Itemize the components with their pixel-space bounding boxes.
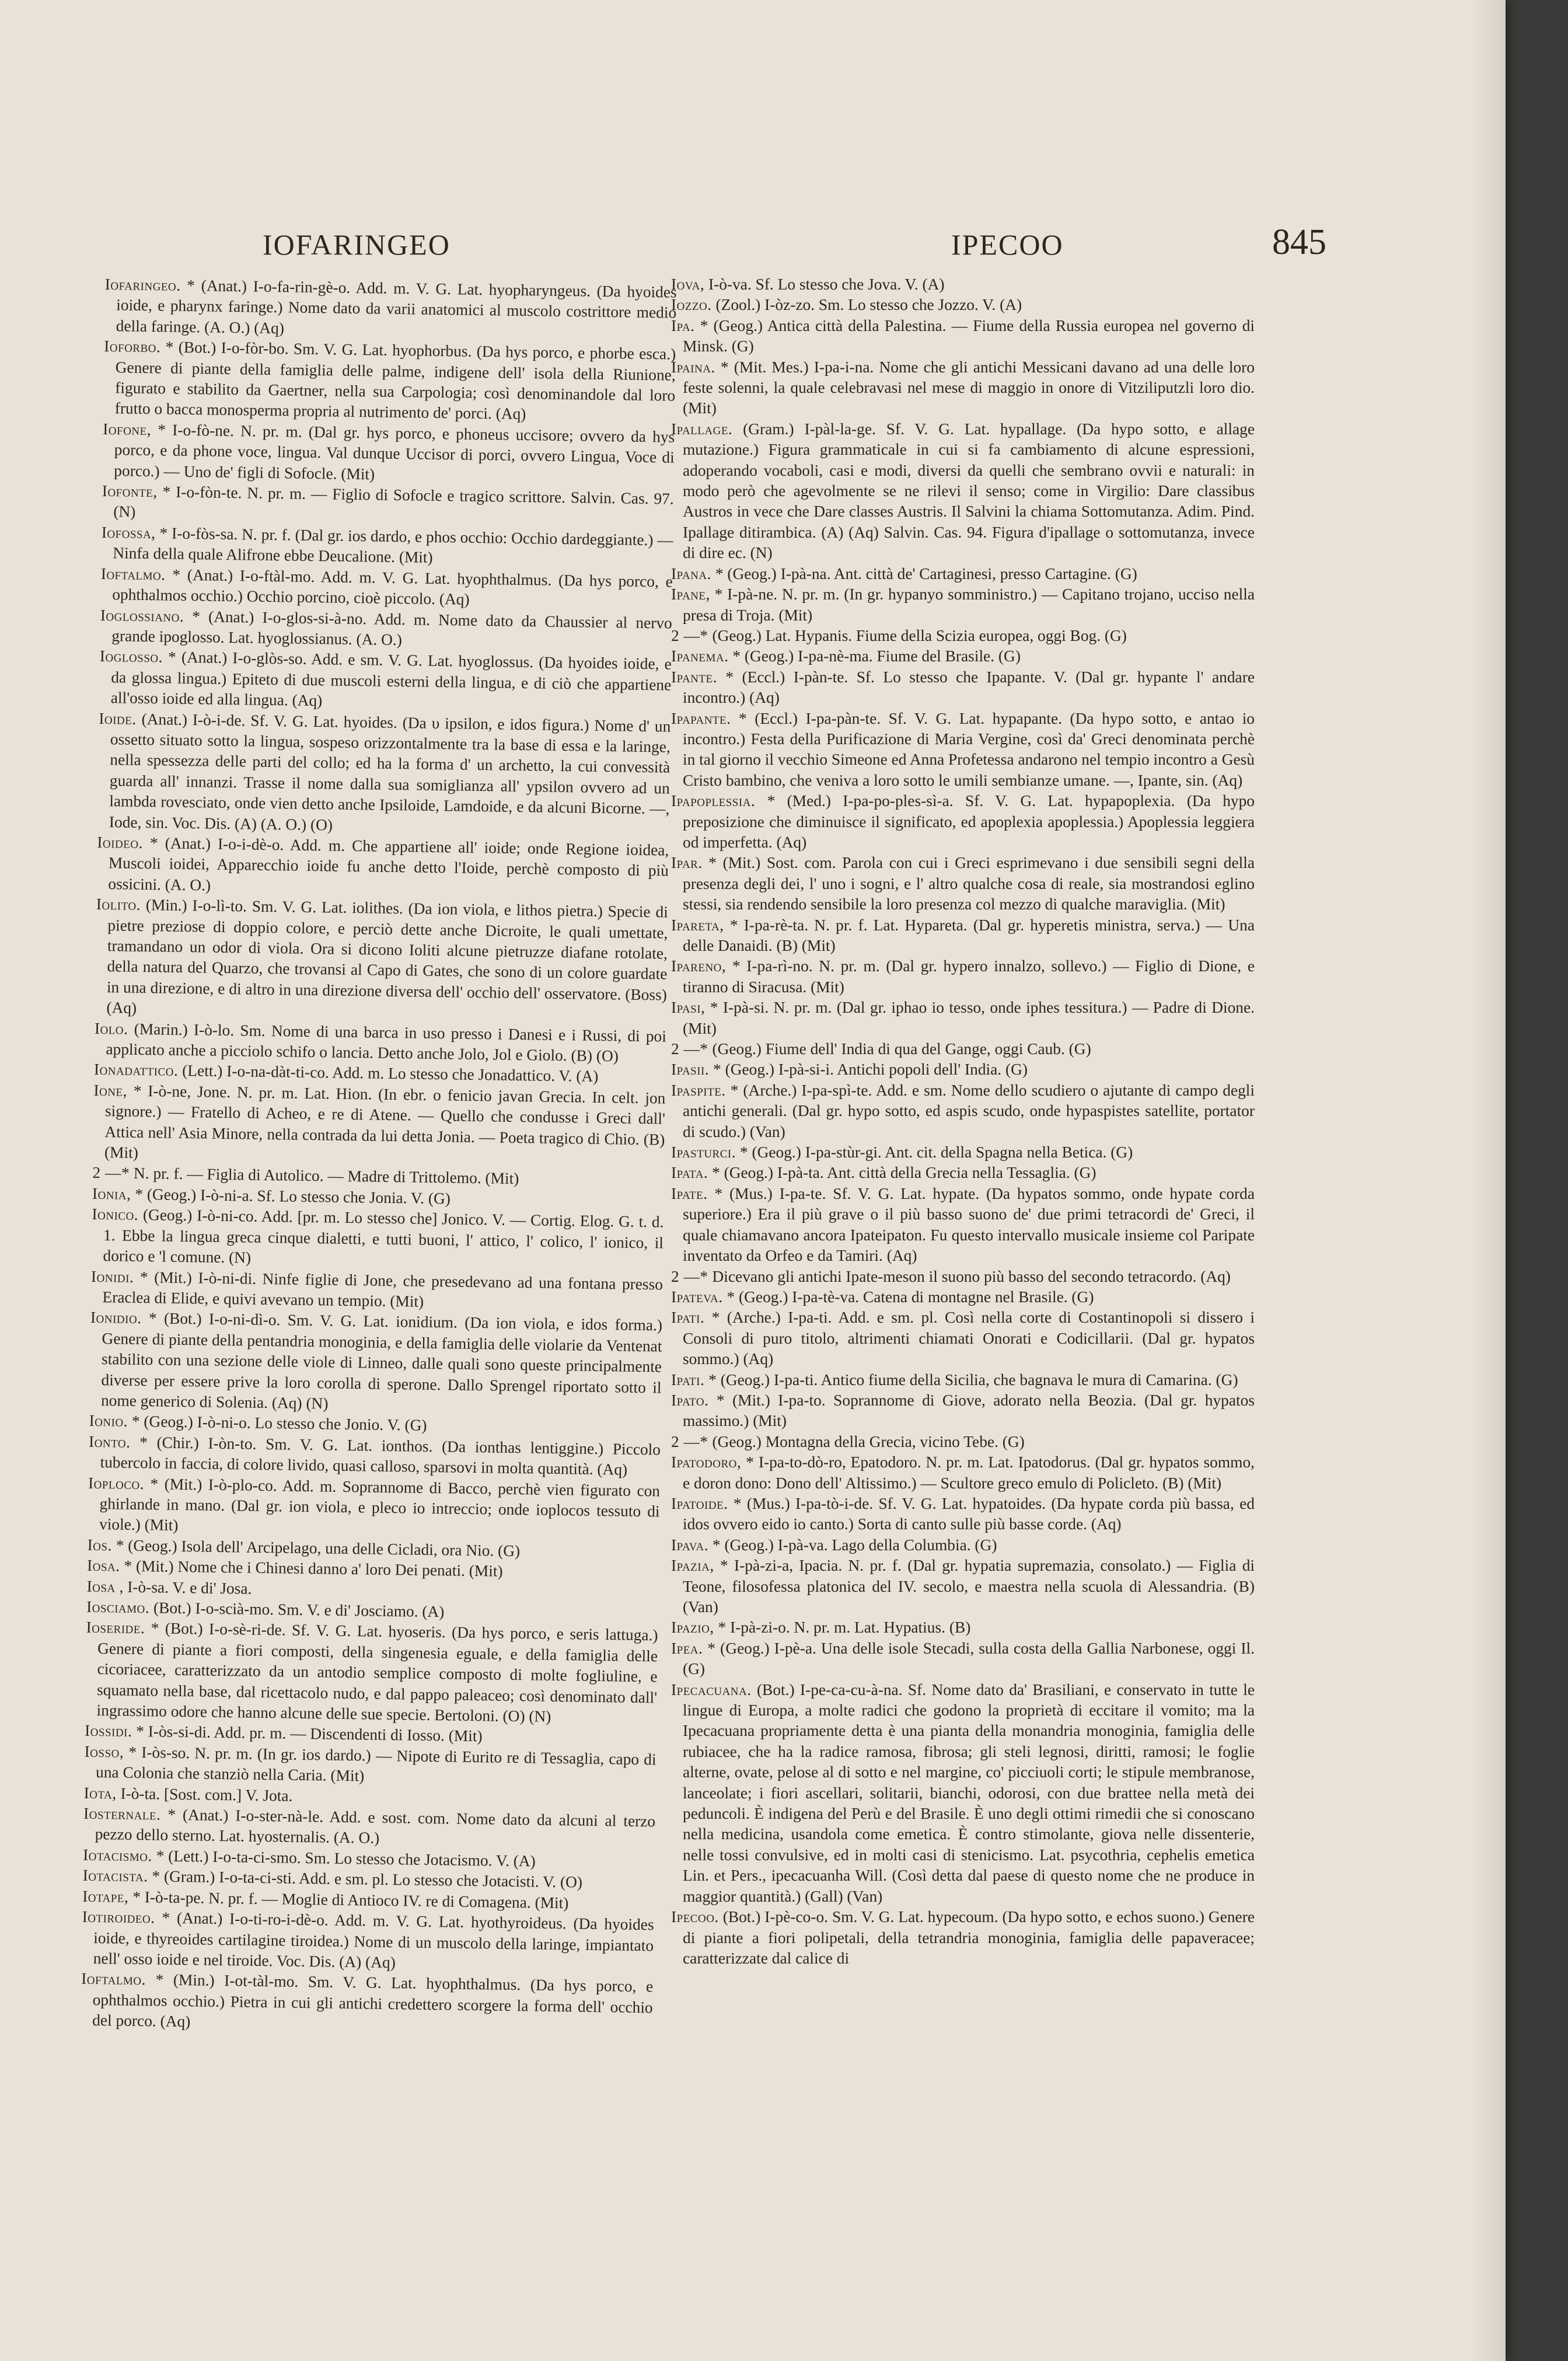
entry-definition: * (Geog.) I-pà-na. Ant. città de' Cartaginesi, presso Cartagine. (G) [711, 564, 1137, 583]
entry-headword: Ipazio, [671, 1619, 714, 1637]
entry-definition: * (Geog.) I-ò-ni-a. Sf. Lo stesso che Jonia. V. (G) [131, 1185, 451, 1208]
entry-definition: * (Mit.) I-ò-ni-di. Ninfe figlie di Jone, che presedevano ad una fontana presso Eraclea di Elide, e quivi avevano un tempio. (Mit) [102, 1268, 663, 1310]
entry-definition: * (Anat.) I-o-glòs-so. Add. e sm. V. G. Lat. hyoglossus. (Da hyoides ioide, e da glossa lingua.) Epiteto di due muscoli esterni della lingua, e di ciò che appartiene all'osso ioide ed alla lingua. (Aq) [110, 648, 672, 710]
entry-headword: 2 —* [671, 626, 708, 644]
entry-definition: * I-pa-to-dò-ro, Epatodoro. N. pr. m. Lat. Ipatodorus. (Dal gr. hypatos sommo, e doron dono: Dono dell' Altissimo.) — Scultore greco emulo di Policleto. (B) (Mit) [683, 1453, 1255, 1492]
dictionary-entry [104, 274, 677, 344]
entry-headword: Iosa [86, 1577, 116, 1596]
dictionary-entry [96, 832, 669, 902]
entry-definition: * (Mit.) Sost. com. Parola con cui i Greci esprimevano i due sensibili segni della presenza degli dei, l' uno i sogni, e l' altro qualche cosa di reale, sia mostrandosi eglino stessi, sia rendendo sensibile la loro presenza col mezzo di qualche maraviglia. (Mit) [683, 854, 1255, 913]
entry-headword: Ipecacuana. [671, 1680, 752, 1699]
entry-definition: , I-ò-sa. V. e di' Josa. [115, 1578, 252, 1598]
dictionary-entry [671, 626, 1255, 646]
entry-headword: Iosa. [86, 1556, 120, 1575]
entry-headword: 2 —* [671, 1267, 708, 1285]
dictionary-entry [671, 1370, 1255, 1390]
dictionary-entry [671, 791, 1255, 853]
entry-headword: Ipecoo. [671, 1908, 719, 1926]
dictionary-entry [671, 1390, 1255, 1432]
entry-definition: * (Bot.) I-o-ni-dì-o. Sm. V. G. Lat. ionidium. (Da ion viola, e idos forma.) Genere di piante della pentandria monoginia, e della famiglia delle violarie da Ventenat stabilito con una sezione delle viole di Linneo, dalle quali sono queste principalmente diverse per essere prive la loro corolla di sperone. Dallo Sprengel riportato sotto il nome generico di Solenia. (Aq) (N) [100, 1309, 663, 1413]
entry-headword: Ionico. [92, 1205, 139, 1224]
entry-definition: I-ò-ta. [Sost. com.] V. Jota. [116, 1784, 293, 1805]
entry-headword: Ioideo. [97, 833, 144, 852]
entry-definition: * I-pa-rè-ta. N. pr. f. Lat. Hypareta. (Dal gr. hyperetis ministra, serva.) — Una delle Danaidi. (B) (Mit) [683, 916, 1255, 954]
entry-definition: * I-òs-si-di. Add. pr. m. — Discendenti di Iosso. (Mit) [132, 1722, 483, 1745]
entry-definition: I-ò-va. Sf. Lo stesso che Jova. V. (A) [704, 275, 945, 293]
entry-headword: Ipate. [671, 1184, 708, 1202]
entry-definition: (Geog.) Fiume dell' India di qua del Gange, oggi Caub. (G) [708, 1040, 1091, 1058]
entry-definition: (Bot.) I-o-scià-mo. Sm. V. e di' Josciamo. (A) [149, 1599, 445, 1621]
entry-definition: (Gram.) I-pàl-la-ge. Sf. V. G. Lat. hypallage. (Da hypo sotto, e allage mutazione.) Figura grammaticale in cui si fa cambiamento di alcune espressioni, adoperando vocaboli, casi e modi, diversi da quelli che sembrano ovvii e naturali: in modo però che agevolmente se ne rilevi il senso; come in Virgilio: Dare classibus Austros in vece che Dare classes Austris. Il Salvini la chiama Sottomutanza. Adim. Pind. Ipallage ditirambica. (A) (Aq) Salvin. Cas. 94. Figura d'ipallage o sottomutanza, invece di dire ec. (N) [683, 420, 1255, 562]
entry-definition: * (Min.) I-ot-tàl-mo. Sm. V. G. Lat. hyophthalmus. (Da hys porco, e ophthalmos occhio.) Pietra in cui gli antichi credettero scorgere la forma dell' occhio del porco. (Aq) [92, 1971, 654, 2031]
entry-headword: Ipata. [671, 1164, 708, 1182]
dictionary-entry [671, 1907, 1255, 1969]
dictionary-entry [671, 853, 1255, 915]
entry-headword: Ipatodoro, [671, 1453, 742, 1471]
entry-definition: * (Mit.) I-pa-to. Soprannome di Giove, adorato nella Beozia. (Dal gr. hypatos massimo.) (Mit) [683, 1391, 1255, 1430]
entry-headword: Ipa. [671, 316, 695, 334]
entry-headword: Ioide. [99, 709, 137, 728]
entry-headword: Ipava. [671, 1536, 709, 1554]
dictionary-entry [671, 1432, 1255, 1452]
dictionary-entry [671, 1556, 1255, 1617]
entry-headword: Ipasturci. [671, 1143, 736, 1162]
entry-definition: * (Bot.) I-o-sè-ri-de. Sf. V. G. Lat. hyoseris. (Da hys porco, e seris lattuga.) Genere di piante a fiori composti, della singenesia eguale, e della famiglia delle cicoriacee, caratterizzato da un antodio semplice composto di molte fogliuline, e squamato nella base, dal ricettacolo nudo, e dal pappo paleaceo; così denominato dall' ingrassimo odore che hanno alcune delle sue specie. Bertoloni. (O) (N) [96, 1619, 658, 1725]
entry-definition: (Marin.) I-ò-lo. Sm. Nome di una barca in uso presso i Danesi e i Russi, di poi applicato anche a picciolo schifo o lancia. Detto anche Jolo, Jol e Giolo. (B) (O) [106, 1020, 667, 1065]
entry-definition: * (Anat.) I-o-fa-rin-gè-o. Add. m. V. G. Lat. hyopharyngeus. (Da hyoides ioide, e pharynx faringe.) Nome dato da varii anatomici al muscolo costrittore medio della faringe. (A. O.) (Aq) [116, 276, 677, 337]
dictionary-entry [671, 564, 1255, 584]
entry-headword: Ipar. [671, 854, 703, 872]
entry-definition: * (Geog.) Antica città della Palestina. — Fiume della Russia europea nel governo di Minsk. (G) [683, 316, 1255, 355]
entry-headword: Ipateva. [671, 1288, 723, 1306]
entry-headword: 2 —* [671, 1040, 708, 1058]
entry-definition: * (Mus.) I-pa-te. Sf. V. G. Lat. hypate. (Da hypatos sommo, onde hypate corda superiore.) Era il più grave o il più basso suono de' due primi tetracordi de' Greci, il quale chiamavano ancora Ipateipaton. Fu questo intervallo musicale insieme col Paripate inventato da Orfeo e da Tamiri. (Aq) [683, 1184, 1255, 1265]
entry-definition: * I-pa-rì-no. N. pr. m. (Dal gr. hypero innalzo, sollevo.) — Figlio di Dione, e tiranno di Siracusa. (Mit) [683, 957, 1255, 996]
dictionary-entry [99, 646, 672, 716]
entry-headword: 2 —* [671, 1432, 708, 1450]
entry-definition: * (Eccl.) I-pa-pàn-te. Sf. V. G. Lat. hypapante. (Da hypo sotto, e antao io incontro.) Festa della Purificazione di Maria Vergine, così da' Greci denominata perchè in tal giorno il vecchio Simeone ed Anna Profetessa andarono nel tempio incontro a Gesù Cristo bambino, che veniva a loro sotto le umili sembianze umane. —, Ipante, sin. (Aq) [683, 709, 1255, 789]
entry-headword: Ipaina. [671, 358, 715, 376]
dictionary-entry [671, 1307, 1255, 1369]
dictionary-entry [671, 1535, 1255, 1556]
dictionary-entry [671, 1617, 1255, 1638]
entry-headword: Ipasi, [671, 999, 706, 1017]
dictionary-entry [671, 956, 1255, 998]
entry-headword: Ioglossiano. [100, 606, 184, 625]
entry-headword: Iosso, [84, 1742, 124, 1761]
entry-headword: Ioglosso. [99, 647, 163, 666]
entry-headword: Ionidio. [90, 1309, 142, 1327]
entry-definition: * (Geog.) I-pà-ta. Ant. città della Grecia nella Tessaglia. (G) [708, 1164, 1096, 1182]
left-column [78, 274, 677, 2266]
dictionary-entry [671, 646, 1255, 667]
entry-definition: * (Geog.) I-pa-stùr-gi. Ant. cit. della Spagna nella Betica. (G) [736, 1143, 1133, 1162]
entry-headword: Ipana. [671, 564, 711, 583]
dictionary-entry [671, 1452, 1255, 1494]
dictionary-entry [100, 564, 673, 613]
entry-definition: * I-pà-zi-a, Ipacia. N. pr. f. (Dal gr. hypatia supremazia, consolato.) — Figlia di Teone, filosofessa platonica del IV. secolo, e maestra nella scuola di Alessandria. (B) (Van) [683, 1557, 1255, 1616]
entry-headword: Iofonte, [102, 482, 158, 501]
entry-definition: * (Mit. Mes.) I-pa-i-na. Nome che gli antichi Messicani davano ad una delle loro feste solenni, la quale celebravasi nel mese di maggio in onore di Vitziliputzli loro dio. (Mit) [683, 358, 1255, 417]
entry-definition: * (Geog.) Isola dell' Arcipelago, una delle Cicladi, ora Nio. (G) [111, 1536, 521, 1560]
entry-headword: Ipareno, [671, 957, 727, 975]
entry-headword: Ios. [87, 1536, 113, 1554]
entry-definition: (Bot.) I-pe-ca-cu-à-na. Sf. Nome dato da' Brasiliani, e conservato in tutte le lingue di Europa, a molte radici che godono la proprietà di eccitare il vomito; ma la Ipecacuana propriamente detta è una pianta della monandria monoginia, famiglia delle rubiacee, che ha la radice ramosa, fibrosa; gli steli legnosi, diritti, ramosi; le foglie alterne, ovate, pelose al di sotto e nel margine, co' picciuoli corti; le stipule membranose, lanceolate; i fiori ascellari, solitarii, bianchi, odorosi, con due brattee nella metà dei peduncoli. È indigena del Perù e del Brasile. È uno degli ottimi rimedii che si conoscano nella medicina, usandola come emetica. È contro stimolante, giova nelle dissenterie, nelle tossi convulsive, ed in molti casi di stenicismo. Lat. psycothria, cephelis emetica Lin. et Pers., ipecacuanha Will. (Così detta dal paese di questo nome che ne produce in maggior quantità.) (Gall) (Van) [683, 1680, 1255, 1905]
dictionary-entry [671, 1287, 1255, 1307]
entry-headword: Ionadattico. [93, 1061, 179, 1080]
entry-definition: * (Bot.) I-o-fòr-bo. Sm. V. G. Lat. hyophorbus. (Da hys porco, e phorbe esca.) Genere di piante della famiglia delle palme, indigene dell' isola della Riunione, figurato e stabilito da Gaertner, nella sua Carpologia; così denominandole dal loro frutto o bacca monosperma propria al nutrimento de' porci. (Aq) [114, 338, 676, 423]
left-guide-word: IOFARINGEO [263, 228, 451, 261]
entry-headword: Iotape, [82, 1887, 129, 1906]
entry-definition: * I-o-fò-ne. N. pr. m. (Dal gr. hys porco, e phoneus uccisore; ovvero da hys porco, e da phone voce, lingua. Val dunque Uccisor di porci, ovvero Lingua, Voce di porco.) — Uno de' figli di Sofocle. (Mit) [114, 420, 675, 483]
dictionary-entry [88, 1473, 660, 1543]
entry-definition: * (Geog.) I-pà-va. Lago della Columbia. (G) [708, 1536, 997, 1554]
entry-definition: * (Anat.) I-o-glos-si-à-no. Add. m. Nome dato da Chaussier al nervo grande ipoglosso. Lat. hyoglossianus. (A. O.) [111, 607, 672, 649]
entry-definition: * (Geog.) I-pà-si-i. Antichi popoli dell' India. (G) [709, 1061, 1028, 1079]
entry-definition: * I-pà-si. N. pr. m. (Dal gr. iphao io tesso, onde iphes tessitura.) — Padre di Dione. (Mit) [683, 999, 1255, 1037]
entry-definition: (Min.) I-o-lì-to. Sm. V. G. Lat. iolithes. (Da ion viola, e lithos pietra.) Specie di pietre preziose di doppio colore, e perciò dette anche Dicroite, le quali umettate, tramandano un odor di viola. Ora si dicono Ioliti alcune pietruzze diafane rotolate, della natura del Quarzo, che trovansi al Capo di Gates, che sono di un colore guardate in una direzione, e di altro in una direzione diversa dell' occhio dell' osservatore. (Boss) (Aq) [106, 896, 669, 1017]
dictionary-entry [81, 1907, 654, 1977]
entry-headword: Ioftalmo. [100, 564, 166, 584]
dictionary-entry [95, 894, 668, 1026]
entry-headword: Ipaspite. [671, 1081, 726, 1099]
entry-definition: * (Lett.) I-o-ta-ci-smo. Sm. Lo stesso che Jotacismo. V. (A) [152, 1847, 536, 1870]
entry-definition: N. pr. f. — Figlia di Autolico. — Madre di Trittolemo. (Mit) [129, 1164, 519, 1188]
dictionary-entry [671, 1163, 1255, 1183]
entry-definition: * (Geog.) I-pa-nè-ma. Fiume del Brasile. (G) [728, 647, 1021, 665]
dictionary-entry [671, 1142, 1255, 1163]
dictionary-entry [671, 419, 1255, 564]
dictionary-entry [671, 1267, 1255, 1287]
dictionary-entry [97, 708, 671, 840]
entry-headword: Ipato. [671, 1391, 709, 1409]
dictionary-entry [671, 584, 1255, 626]
entry-definition: * (Mit.) Nome che i Chinesi danno a' loro Dei penati. (Mit) [120, 1557, 503, 1580]
entry-definition: * I-òs-so. N. pr. m. (In gr. ios dardo.) — Nipote di Eurito re di Tessaglia, capo di una Colonia che stanziò nella Caria. (Mit) [95, 1743, 656, 1785]
dictionary-entry [671, 915, 1255, 957]
entry-headword: Iova, [671, 275, 705, 293]
entry-definition: * (Anat.) I-o-ti-ro-i-dè-o. Add. m. V. G. Lat. hyothyroideus. (Da hyoides ioide, e thyreoides cartilagine tiroidea.) Nome di un muscolo della laringe, impiantato nell' osso ioide e nel tiroide. Voc. Dis. (A) (Aq) [93, 1909, 654, 1972]
entry-definition: (Anat.) I-ò-i-de. Sf. V. G. Lat. hyoides. (Da υ ipsilon, e idos figura.) Nome d' un ossetto situato sotto la lingua, sospeso orizzontalmente tra la base di essa e la laringe, nella spessezza delle parti del collo; ed ha la forma d' un archetto, la cui convessità guarda all' innanzi. Trasse il nome dalla sua somiglianza all' ypsilon ovvero ad un lambda rovesciato, onde vien detto anche Ipsiloide, Lamdoide, e da alcuni Bicorne. —, Iode, sin. Voc. Dis. (A) (A. O.) (O) [109, 710, 671, 834]
entry-headword: Iolo. [94, 1019, 128, 1038]
dictionary-entry [83, 1804, 655, 1853]
entry-definition: * (Geog.) I-pè-a. Una delle isole Stecadi, sulla costa della Gallia Narbonese, oggi Il. (G) [683, 1639, 1255, 1678]
page-fold-shadow [1471, 0, 1506, 2361]
page-number: 845 [1272, 222, 1326, 262]
dictionary-entry [671, 357, 1255, 419]
entry-definition: * (Geog.) I-pa-tè-va. Catena di montagne nel Brasile. (G) [722, 1288, 1094, 1306]
entry-definition: * (Anat.) I-o-i-dè-o. Add. m. Che appartiene all' ioide; onde Regione ioidea, Muscoli ioidei, Apparecchio ioide fu anche detto l'Ioide, perchè composto di più ossicini. (A. O.) [108, 834, 669, 894]
entry-headword: Iozzo. [671, 296, 712, 314]
dictionary-entry [671, 667, 1255, 709]
entry-definition: * (Arche.) I-pa-ti. Add. e sm. pl. Così nella corte di Costantinopoli si dissero i Consoli di puro titolo, altrimenti chiamati Onorati e Codicillarii. (Dal gr. hypatos sommo.) (Aq) [683, 1309, 1255, 1368]
entry-headword: Ionio. [89, 1412, 128, 1431]
entry-definition: * I-ò-ne, Jone. N. pr. m. Lat. Hion. (In ebr. o fenicio javan Grecia. In celt. jon signore.) — Fratello di Acheo, e re di Atene. — Quello che condusse i Greci dall' Attica nell' Asia Minore, nella contrada da lui detta Jonia. — Poeta tragico di Chio. (B) (Mit) [104, 1082, 666, 1162]
entry-headword: Ipanema. [671, 647, 729, 665]
entry-definition: (Bot.) I-pè-co-o. Sm. V. G. Lat. hypecoum. (Da hypo sotto, e echos suono.) Genere di piante a fiori polipetali, della tetrandria monoginia, famiglia delle papaveracee; caratterizzate dal calice di [683, 1908, 1255, 1967]
entry-definition: * (Gram.) I-o-ta-ci-sti. Add. e sm. pl. Lo stesso che Jotacisti. V. (O) [148, 1867, 583, 1891]
entry-headword: Iosternale. [83, 1804, 161, 1823]
entry-headword: Ioseride. [86, 1619, 145, 1637]
entry-definition: (Geog.) I-ò-ni-co. Add. [pr. m. Lo stesso che] Jonico. V. — Cortig. Elog. G. t. d. 1. Ebbe la lingua greca cinque dialetti, e tutti buoni, l' attico, l' colico, l' ionico, il dorico e 'l comune. (N) [103, 1206, 664, 1267]
entry-headword: Ione, [93, 1081, 128, 1100]
entry-definition: * (Anat.) I-o-ster-nà-le. Add. e sost. com. Nome dato da alcuni al terzo pezzo dello sterno. Lat. hyosternalis. (A. O.) [95, 1805, 656, 1847]
entry-headword: Iotacista. [82, 1867, 148, 1885]
entry-definition: * I-pà-zi-o. N. pr. m. Lat. Hypatius. (B) [714, 1619, 971, 1637]
entry-headword: Iotacismo. [82, 1846, 153, 1865]
dictionary-entry [671, 1080, 1255, 1142]
dictionary-entry [671, 998, 1255, 1039]
entry-headword: Ipatoide. [671, 1494, 728, 1512]
dictionary-entry [671, 1680, 1255, 1907]
dictionary-entry [103, 336, 676, 427]
dictionary-entry [671, 1638, 1255, 1680]
entry-headword: Iota, [83, 1784, 117, 1802]
dictionary-entry [84, 1742, 656, 1791]
entry-headword: Ionia, [92, 1184, 131, 1203]
entry-headword: Ionidi. [90, 1267, 134, 1286]
entry-headword: Ioploco. [88, 1474, 145, 1492]
dictionary-entry [102, 481, 674, 530]
entry-headword: Ipati. [671, 1309, 705, 1327]
dictionary-entry [671, 1184, 1255, 1267]
entry-definition: (Zool.) I-òz-zo. Sm. Lo stesso che Jozzo. V. (A) [711, 296, 1022, 314]
entry-definition: * I-o-fòn-te. N. pr. m. — Figlio di Sofocle e tragico scrittore. Salvin. Cas. 97. (N) [113, 483, 674, 521]
dictionary-entry [101, 522, 673, 571]
dictionary-entry [91, 1204, 663, 1274]
entry-definition: * (Mus.) I-pa-tò-i-de. Sf. V. G. Lat. hypatoides. (Da hypate corda più bassa, ed idos ovvero eido io canto.) Sorta di canto sulle più basse corde. (Aq) [683, 1494, 1255, 1533]
entry-definition: * I-o-fòs-sa. N. pr. f. (Dal gr. ios dardo, e phos occhio: Occhio dardeggiante.) — Ninfa della quale Alifrone ebbe Deucalione. (Mit) [113, 524, 673, 567]
entry-definition: * (Eccl.) I-pàn-te. Sf. Lo stesso che Ipapante. V. (Dal gr. hypante l' andare incontro.) (Aq) [683, 668, 1255, 707]
entry-headword: Iofone, [103, 420, 152, 438]
dictionary-entry [85, 1617, 658, 1729]
entry-headword: Ipati. [671, 1370, 705, 1389]
right-column [671, 274, 1255, 2259]
entry-headword: 2 —* [92, 1164, 130, 1183]
dictionary-entry [81, 1969, 653, 2039]
entry-headword: Ipane, [671, 585, 710, 604]
dictionary-entry [88, 1432, 661, 1481]
entry-headword: Ipareta, [671, 916, 724, 934]
dictionary-entry [89, 1307, 662, 1419]
entry-definition: * (Geog.) I-ò-ni-o. Lo stesso che Jonio. V. (G) [127, 1413, 427, 1435]
entry-definition: (Geog.) Montagna della Grecia, vicino Tebe. (G) [708, 1432, 1025, 1450]
entry-definition: * (Geog.) I-pa-ti. Antico fiume della Sicilia, che bagnava le mura di Camarina. (G) [704, 1370, 1238, 1389]
page-header [0, 222, 1506, 274]
entry-headword: Iosciamo. [86, 1598, 150, 1617]
entry-definition: * (Anat.) I-o-ftàl-mo. Add. m. V. G. Lat. hyophthalmus. (Da hys porco, e ophthalmos occhio.) Occhio porcino, cioè piccolo. (Aq) [112, 566, 673, 608]
entry-headword: Ionto. [88, 1432, 131, 1451]
entry-headword: Ipea. [671, 1639, 703, 1657]
entry-headword: Ipante. [671, 668, 717, 686]
dictionary-entry [671, 316, 1255, 357]
dictionary-entry [671, 709, 1255, 791]
dictionary-entry [671, 274, 1255, 295]
entry-headword: Iofossa, [101, 523, 156, 542]
entry-headword: Ipapoplessia. [671, 792, 756, 810]
entry-definition: Dicevano gli antichi Ipate-meson il suono più basso del secondo tetracordo. (Aq) [708, 1267, 1231, 1285]
entry-headword: Ipapante. [671, 709, 731, 727]
entry-definition: (Geog.) Lat. Hypanis. Fiume della Scizia europea, oggi Bog. (G) [708, 626, 1127, 644]
entry-definition: * (Arche.) I-pa-spì-te. Add. e sm. Nome dello scudiero o ajutante di campo degli antichi generali. (Dal gr. hypo sotto, ed aspis scudo, onde hypaspistes satellite, portator di scudo.) (Van) [683, 1081, 1255, 1141]
dictionary-entry [671, 295, 1255, 315]
dictionary-entry [100, 605, 672, 654]
right-guide-word: IPECOO [951, 228, 1064, 261]
entry-definition: * (Chir.) I-òn-to. Sm. V. G. Lat. ionthos. (Da ionthas lentiggine.) Piccolo tubercolo in faccia, di colore livido, quasi calloso, sparsovi in molta quantità. (Aq) [100, 1433, 661, 1478]
entry-definition: * I-ò-ta-pe. N. pr. f. — Moglie di Antioco IV. re di Comagena. (Mit) [128, 1888, 569, 1912]
entry-definition: * (Med.) I-pa-po-ples-sì-a. Sf. V. G. Lat. hypapoplexia. (Da hypo preposizione che diminuisce il significato, ed apoplexia apoplessia.) Apoplessia leggiera od imperfetta. (Aq) [683, 792, 1255, 851]
entry-headword: Iossidi. [84, 1722, 132, 1741]
dictionary-entry [94, 1019, 666, 1068]
dictionary-entry [93, 1080, 666, 1171]
dictionary-entry [671, 1494, 1255, 1535]
dictionary-entry [102, 419, 675, 489]
dictionary-entry [671, 1059, 1255, 1080]
entry-headword: Iolito. [96, 895, 141, 914]
entry-headword: Iofaringeo. [104, 275, 181, 294]
entry-headword: Ioforbo. [104, 337, 161, 356]
entry-headword: Ipallage. [671, 420, 733, 438]
entry-headword: Ioftalmo. [81, 1970, 146, 1989]
entry-headword: Ipazia, [671, 1557, 714, 1575]
entry-headword: Ipasii. [671, 1061, 710, 1079]
entry-definition: (Lett.) I-o-na-dàt-ti-co. Add. m. Lo stesso che Jonadattico. V. (A) [178, 1062, 599, 1086]
dictionary-entry [671, 1039, 1255, 1059]
dictionary-entry [90, 1266, 663, 1315]
entry-headword: Iotiroideo. [82, 1907, 155, 1927]
entry-definition: * (Mit.) I-ò-plo-co. Add. m. Soprannome di Bacco, perchè vien figurato con ghirlande in mano. (Dal gr. ion viola, e pleco io intreccio; onde ioplocos tessuto di viole.) (Mit) [99, 1474, 661, 1535]
entry-definition: * I-pà-ne. N. pr. m. (In gr. hypanyo somministro.) — Capitano trojano, ucciso nella presa di Troja. (Mit) [683, 585, 1255, 624]
